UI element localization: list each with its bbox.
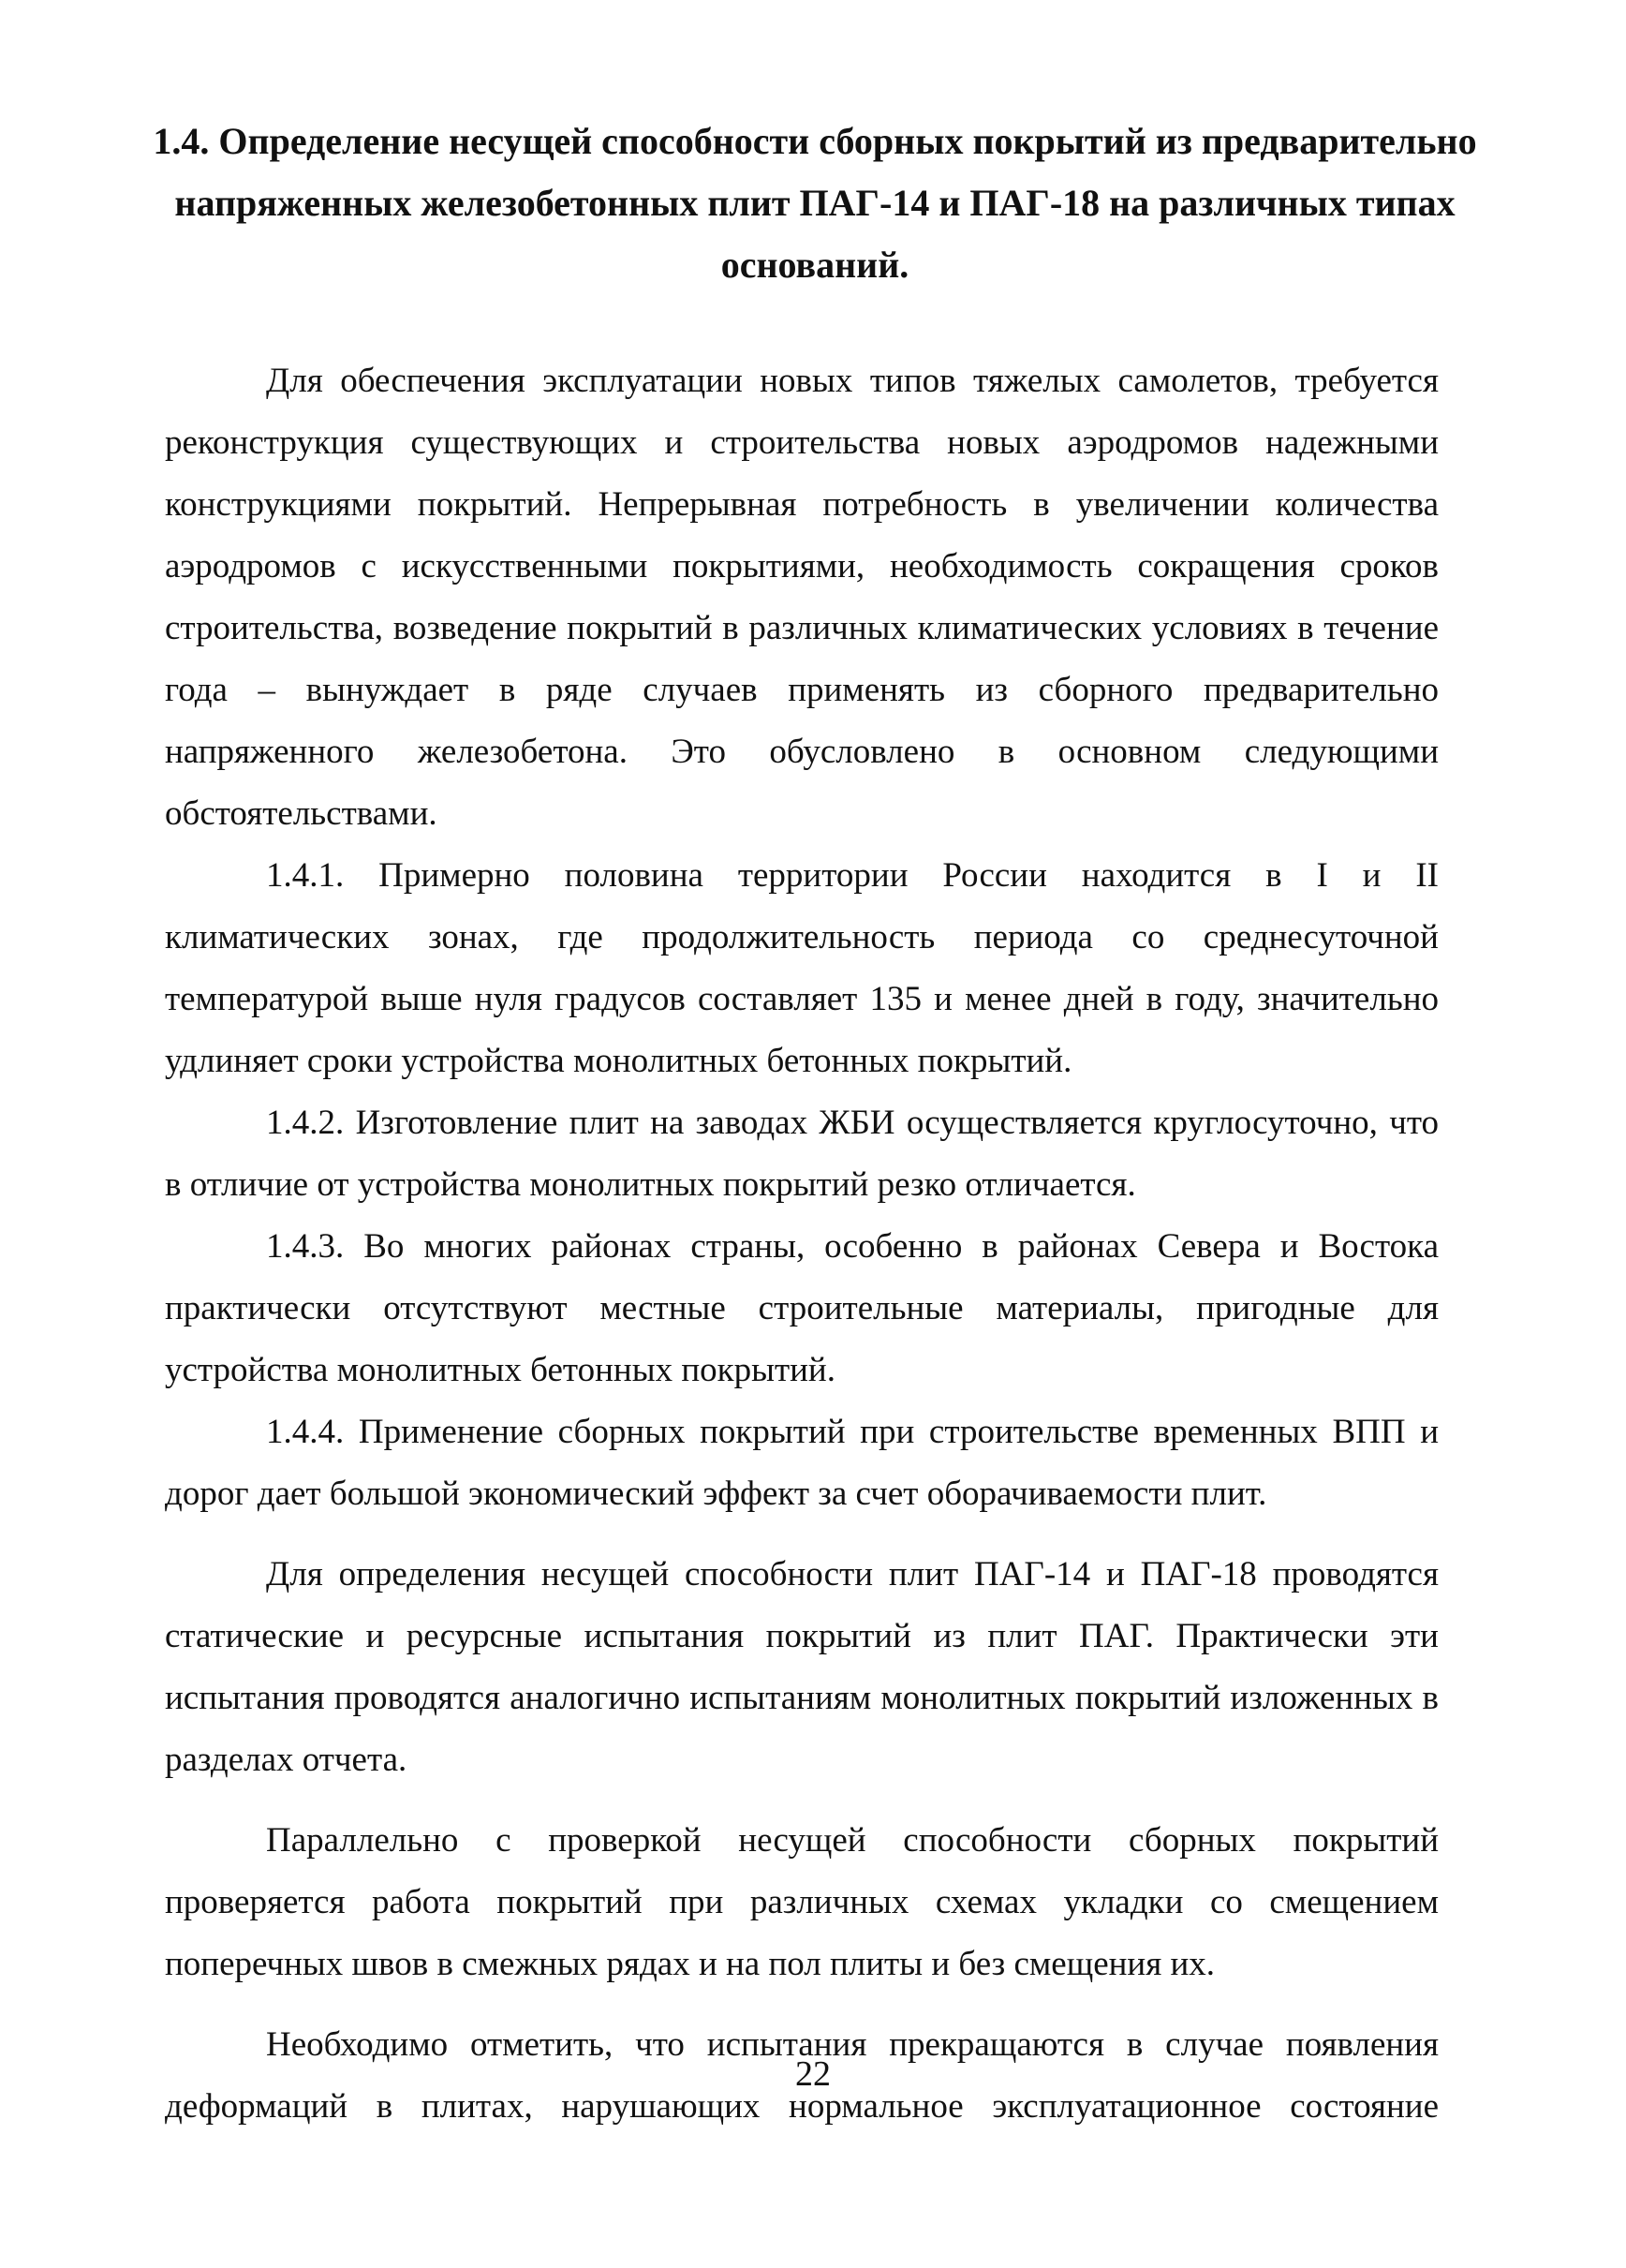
page-number: 22 (795, 2054, 831, 2094)
paragraph-intro: Для обеспечения эксплуатации новых типов тяжелых самолетов, требуется реконструкция существующих и строительства новых аэродромов надежными конструкциями покрытий. Непрерывная потребность в увеличении количества аэродромов с искусственными покрытиями, необходимость сокращения сроков строительства, возведение покрытий в различных климатических условиях в течение года – вынуждает в ряде случаев применять из сборного предварительно напряженного железобетона. Это обусловлено в основном следующими обстоятельствами. (165, 362, 1439, 833)
section-heading: 1.4. Определение несущей способности сборных покрытий из предварительно напряженных железобетонных плит ПАГ-14 и ПАГ-18 на различных типах оснований. (153, 120, 1477, 286)
paragraph-1-4-3: 1.4.3. Во многих районах страны, особенно в районах Севера и Востока практически отсутствуют местные строительные материалы, пригодные для устройства монолитных бетонных покрытий. (165, 1227, 1439, 1389)
paragraph-parallel: Параллельно с проверкой несущей способности сборных покрытий проверяется работа покрытий при различных схемах укладки со смещением поперечных швов в смежных рядах и на пол плиты и без смещения их. (165, 1821, 1439, 1983)
body-text (165, 350, 1439, 2138)
paragraph-testing: Для определения несущей способности плит ПАГ-14 и ПАГ-18 проводятся статические и ресурсные испытания покрытий из плит ПАГ. Практически эти испытания проводятся аналогично испытаниям монолитных покрытий изложенных в разделах отчета. (165, 1555, 1439, 1779)
paragraph-note: Необходимо отметить, что испытания прекращаются в случае появления деформаций в плитах, нарушающих нормальное эксплуатационное состояние (165, 2025, 1439, 2126)
paragraph-1-4-1: 1.4.1. Примерно половина территории России находится в I и II климатических зонах, где продолжительность периода со среднесуточной температурой выше нуля градусов составляет 135 и менее дней в году, значительно удлиняет сроки устройства монолитных бетонных покрытий. (165, 856, 1439, 1080)
paragraph-1-4-2: 1.4.2. Изготовление плит на заводах ЖБИ осуществляется круглосуточно, что в отличие от устройства монолитных покрытий резко отличается. (165, 1104, 1439, 1204)
paragraph-1-4-4: 1.4.4. Применение сборных покрытий при строительстве временных ВПП и дорог дает большой экономический эффект за счет оборачиваемости плит. (165, 1413, 1439, 1513)
